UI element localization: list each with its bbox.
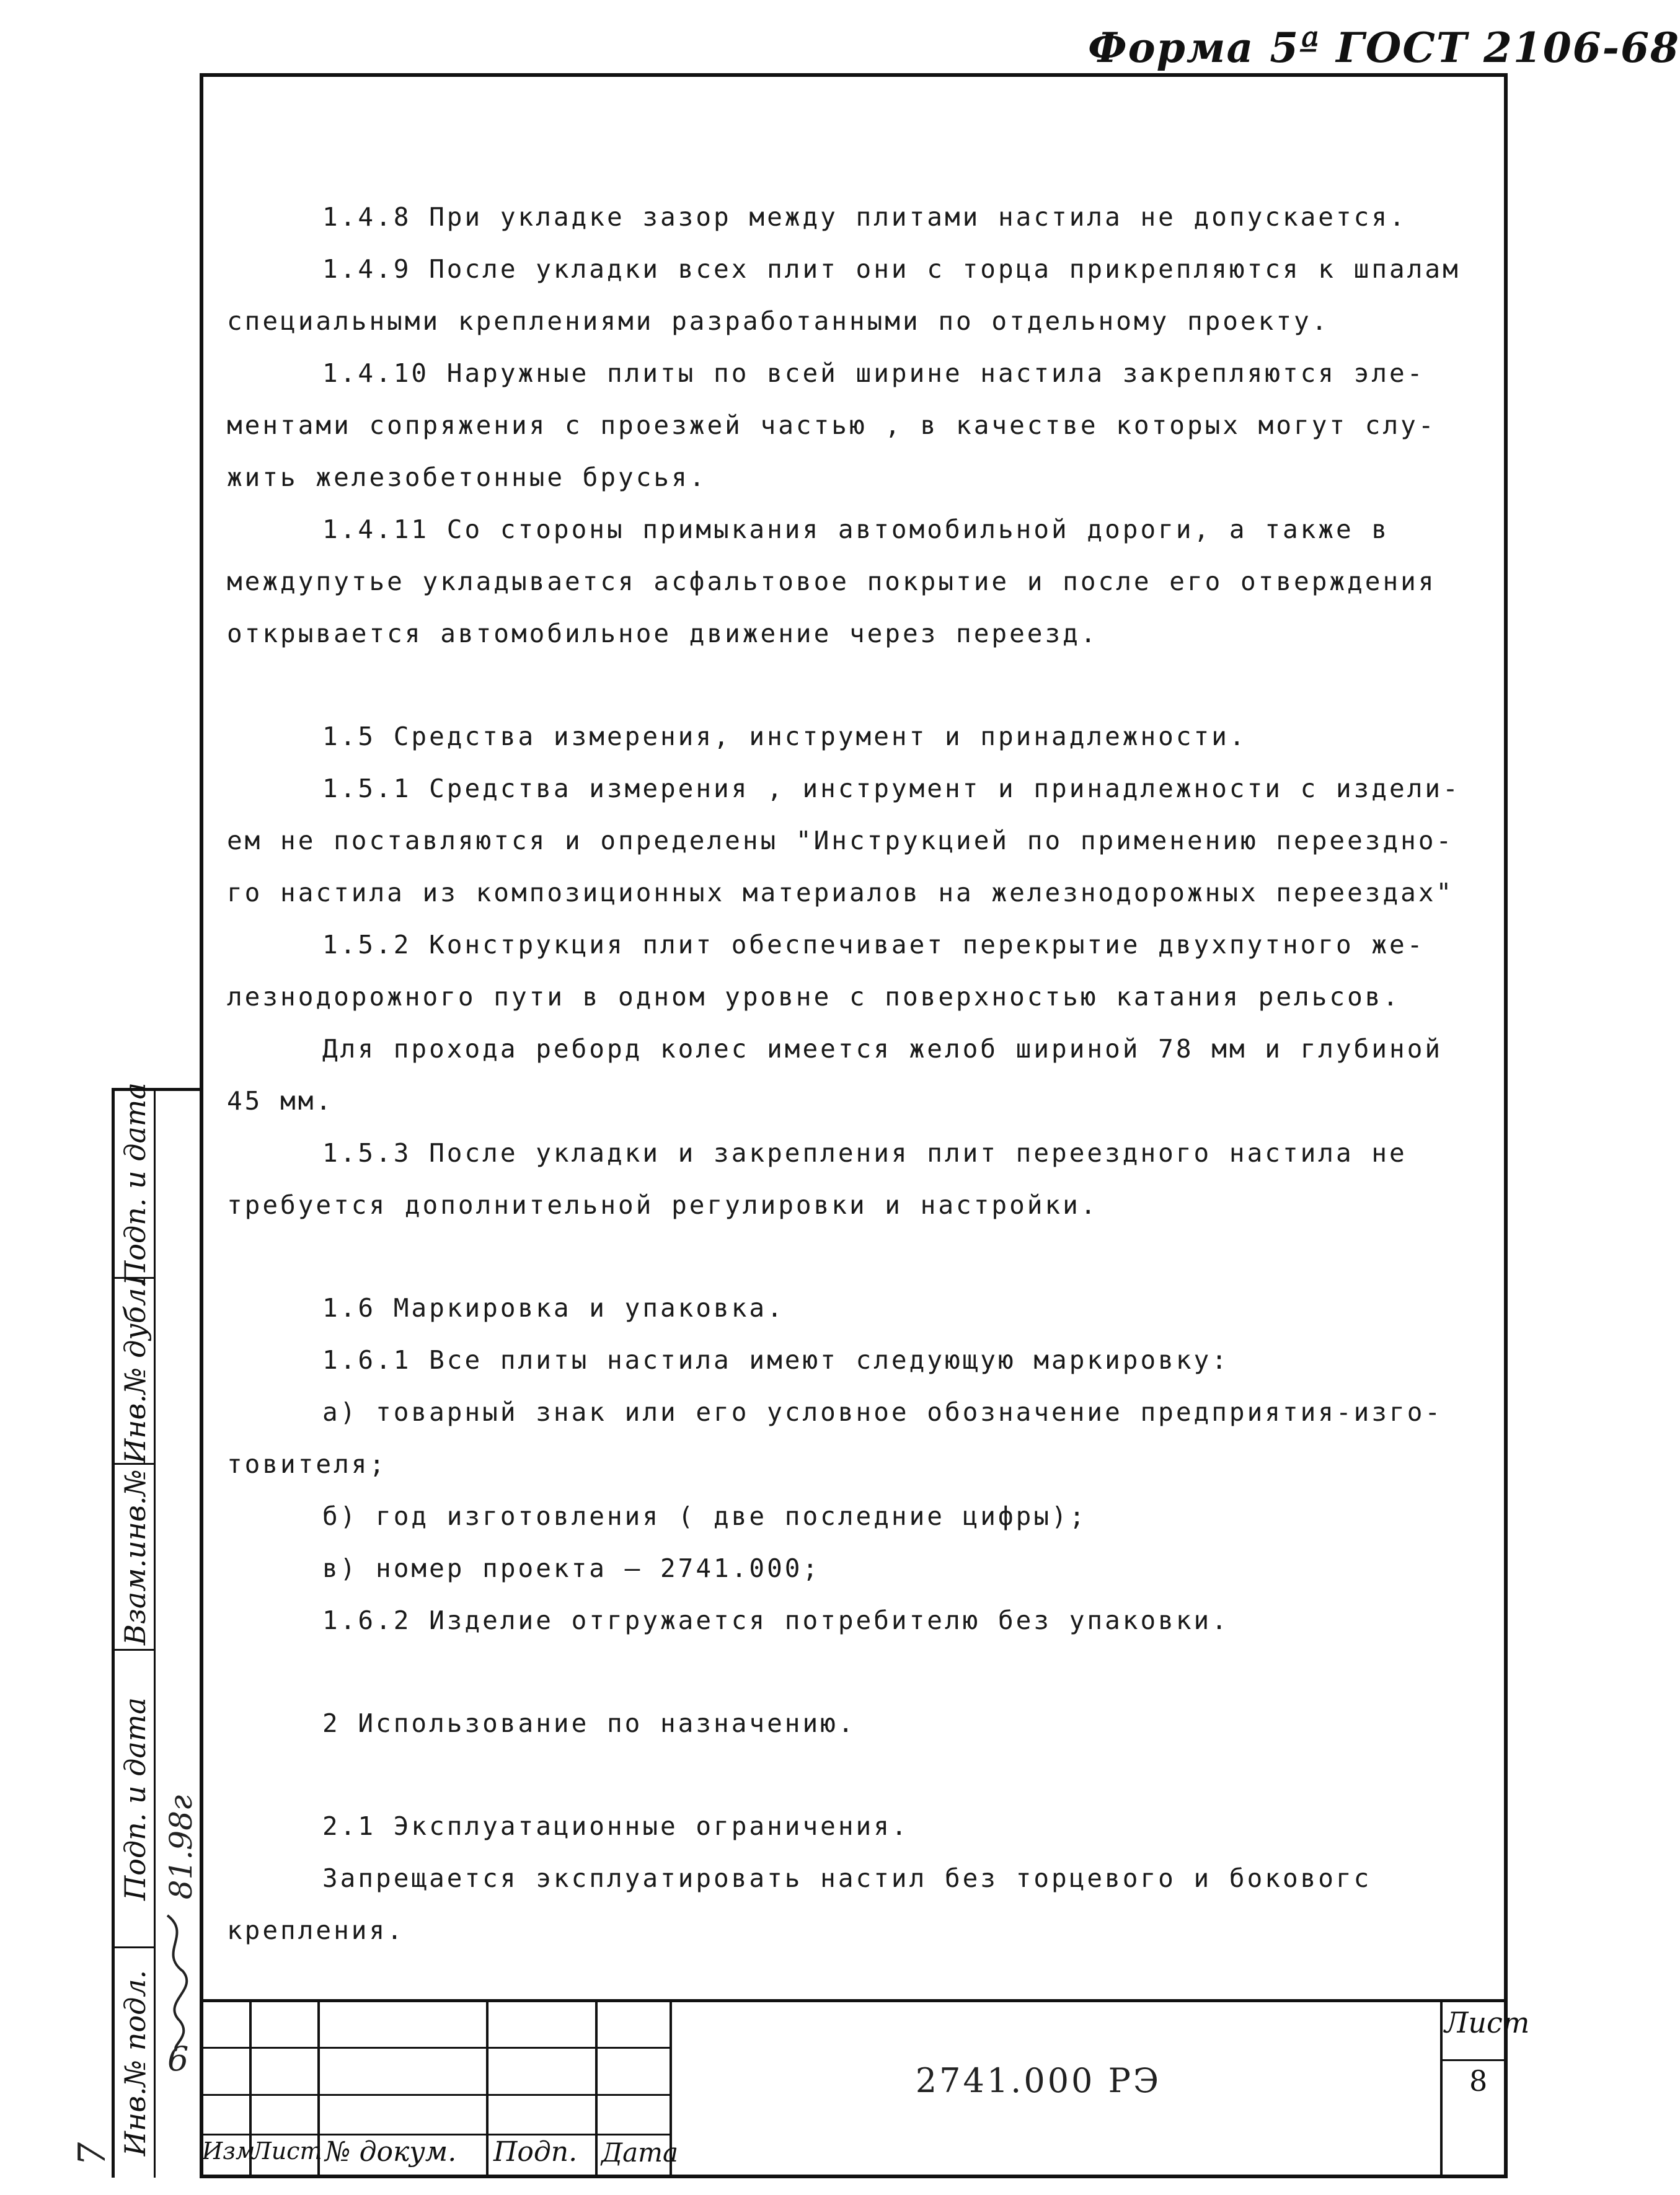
text-line: Для прохода реборд колес имеется желоб шириной 78 мм и глубиной <box>322 1034 1443 1064</box>
text-line: 1.4.8 При укладке зазор между плитами настила не допускается. <box>322 202 1407 232</box>
section-heading: 2.1 Эксплуатационные ограничения. <box>322 1811 909 1841</box>
sheet-label: Лист <box>1444 2006 1530 2039</box>
side-label: Инв.№ дубл. <box>118 1278 152 1464</box>
form-label: Форма 5ª ГОСТ 2106-68 <box>1088 24 1680 72</box>
side-cell-dup-inv <box>115 1277 156 1463</box>
text-line: ментами сопряжения с проезжей частью , в качестве которых могут слу- <box>227 410 1436 440</box>
side-handwriting-inv: 6 <box>167 2039 189 2078</box>
text-line: требуется дополнительной регулировки и настройки. <box>227 1190 1099 1220</box>
stamp-col-doc: № докум. <box>325 2136 457 2168</box>
text-line: 1.5.3 После укладки и закрепления плит переездного настила не <box>322 1138 1407 1168</box>
text-line: междупутье укладывается асфальтовое покрытие и после его отверждения <box>227 567 1436 596</box>
text-line: жить железобетонные брусья. <box>227 462 707 492</box>
side-cell-inv-orig <box>115 1946 156 2178</box>
document-number: 2741.000 РЭ <box>915 2061 1162 2100</box>
text-line: 1.4.10 Наружные плиты по всей ширине настила закрепляются эле- <box>322 358 1425 388</box>
text-line: крепления. <box>227 1915 405 1945</box>
section-heading: 1.5 Средства измерения, инструмент и принадлежности. <box>322 722 1247 751</box>
side-cell-sign-date-2 <box>115 1082 156 1286</box>
text-line: товителя; <box>227 1449 387 1479</box>
text-line: в) номер проекта – 2741.000; <box>322 1553 821 1583</box>
text-line: открывается автомобильное движение через переезд. <box>227 619 1099 648</box>
text-line: Запрещается эксплуатировать настил без торцевого и боковогс <box>322 1863 1372 1893</box>
side-cell-sign-date <box>115 1649 156 1946</box>
side-handwriting-date: 81.98г <box>163 1795 199 1900</box>
margin-mark: 7 <box>71 2142 115 2166</box>
stamp-col-sign: Подп. <box>493 2136 578 2168</box>
text-line: лезнодорожного пути в одном уровне с поверхностью катания рельсов. <box>227 982 1401 1012</box>
text-line: 1.5.1 Средства измерения , инструмент и принадлежности с издели- <box>322 774 1461 803</box>
text-line: специальными креплениями разработанными по отдельному проекту. <box>227 306 1330 336</box>
stamp-col-sheet: Лист <box>252 2137 322 2165</box>
signature-scribble <box>155 1909 198 2052</box>
section-heading: 1.6 Маркировка и упаковка. <box>322 1293 785 1323</box>
page-frame <box>200 73 1508 2178</box>
side-label: Инв.№ подл. <box>118 1969 152 2157</box>
section-heading: 2 Использование по назначению. <box>322 1708 856 1738</box>
text-line: 45 мм. <box>227 1086 334 1116</box>
text-line: 1.4.11 Со стороны примыкания автомобильной дороги, а также в <box>322 515 1390 544</box>
text-line: 1.6.2 Изделие отгружается потребителю без упаковки. <box>322 1605 1229 1635</box>
text-line: го настила из композиционных материалов на железнодорожных переездах" <box>227 878 1454 908</box>
stamp-col-date: Дата <box>601 2137 679 2168</box>
text-line: а) товарный знак или его условное обозначение предприятия-изго- <box>322 1397 1443 1427</box>
text-line: б) год изготовления ( две последние цифры); <box>322 1501 1087 1531</box>
side-label: Подп. и дата <box>118 1082 152 1286</box>
text-line: ем не поставляются и определены "Инструкцией по применению переездно- <box>227 826 1454 855</box>
sheet-number: 8 <box>1469 2064 1488 2098</box>
side-cell-replace-inv <box>115 1463 156 1649</box>
side-label: Подп. и дата <box>118 1697 152 1901</box>
text-line: 1.4.9 После укладки всех плит они с торца прикрепляются к шпалам <box>322 254 1461 284</box>
text-line: 1.5.2 Конструкция плит обеспечивает перекрытие двухпутного же- <box>322 930 1425 960</box>
text-line: 1.6.1 Все плиты настила имеют следующую маркировку: <box>322 1345 1229 1375</box>
stamp-col-change: Изм <box>202 2137 255 2165</box>
side-label: Взам.инв.№ <box>118 1468 152 1645</box>
